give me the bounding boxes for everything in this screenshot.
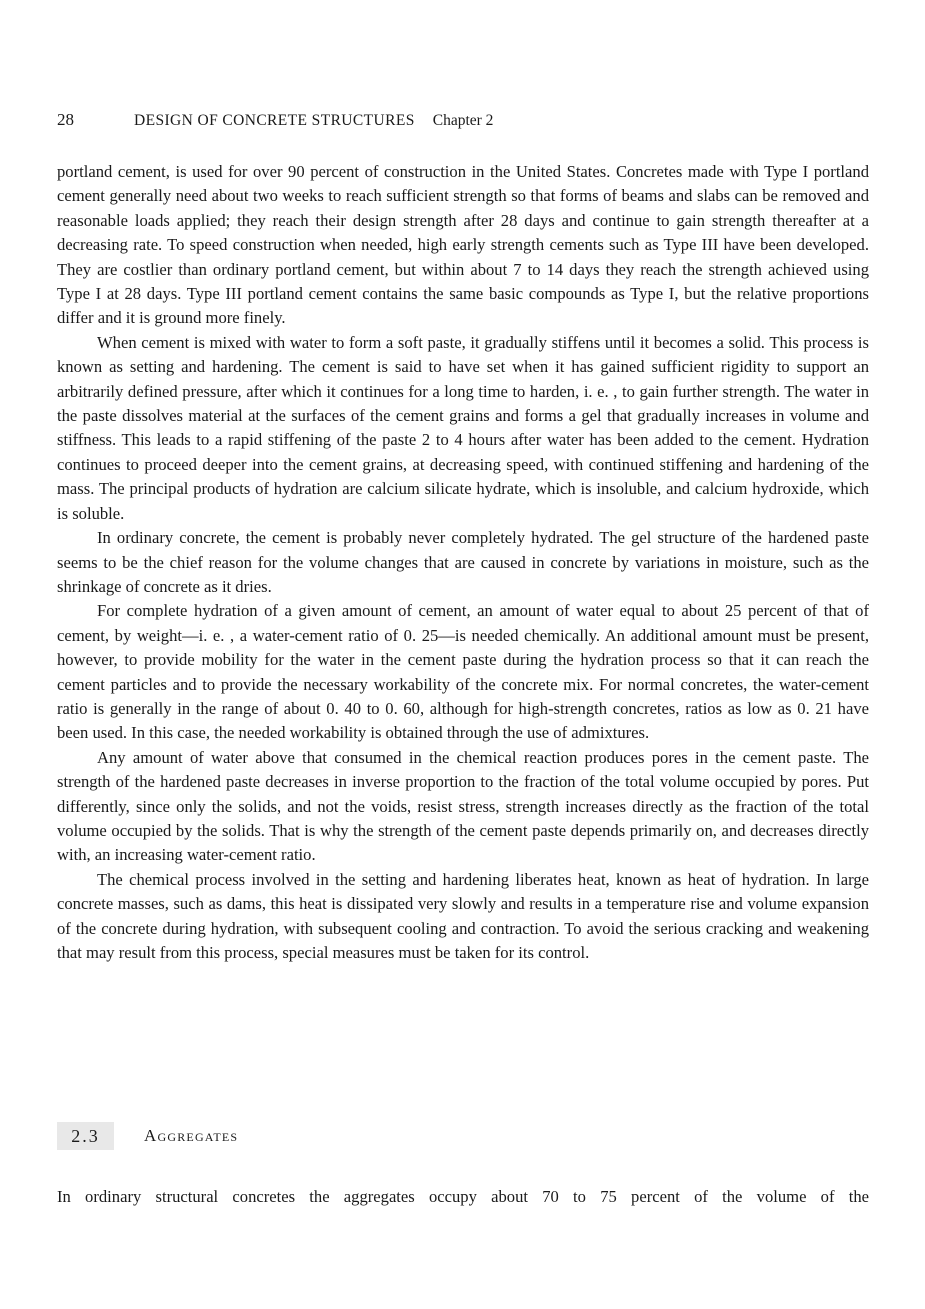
paragraph-heat-of-hydration: The chemical process involved in the setting and hardening liberates heat, known as heat of hydration. In large concrete masses, such as dams, this heat is dissipated very slowly and results in a temperature rise and volume expansion of the concrete during hydration, with subsequent cooling and contraction. To avoid the serious cracking and weakening that may result from this process, special measures must be taken for its control. <box>57 869 869 962</box>
chapter-label: Chapter 2 <box>432 112 494 129</box>
section-heading <box>57 1122 238 1150</box>
paragraph-hydration-gel: In ordinary concrete, the cement is probably never completely hydrated. The gel structure of the hardened paste seems to be the chief reason for the volume changes that are caused in concrete by variations in moisture, such as the shrinkage of concrete as it dries. <box>57 528 869 596</box>
paragraph-water-cement-ratio: For complete hydration of a given amount of cement, an amount of water equal to about 25 percent of that of cement, by weight—i. e. , a water-cement ratio of 0. 25—is needed chemically. An additional amount must be present, however, to provide mobility for the water in the cement paste during the hydration process so that it can reach the cement particles and to provide the necessary workability of the concrete mix. For normal concretes, the water-cement ratio is generally in the range of about 0. 40 to 0. 60, although for high-strength concretes, ratios as low as 0. 21 have been used. In this case, the needed workability is obtained through the use of admixtures. <box>57 601 869 743</box>
paragraph-pores-strength: Any amount of water above that consumed in the chemical reaction produces pores in the cement paste. The strength of the hardened paste decreases in inverse proportion to the fraction of the total volume occupied by pores. Put differently, since only the solids, and not the voids, resist stress, strength increases directly as the fraction of the total volume occupied by the solids. That is why the strength of the cement paste depends primarily on, and decreases directly with, an increasing water-cement ratio. <box>57 747 869 865</box>
paragraph-setting-hardening: When cement is mixed with water to form a soft paste, it gradually stiffens until it becomes a solid. This process is known as setting and hardening. The cement is said to have set when it has gained sufficient rigidity to support an arbitrarily defined pressure, after which it continues for a long time to harden, i. e. , to gain further strength. The water in the paste dissolves material at the surfaces of the cement grains and forms a gel that gradually increases in volume and stiffness. This leads to a rapid stiffening of the paste 2 to 4 hours after water has been added to the cement. Hydration continues to proceed deeper into the cement grains, at decreasing speed, with continued stiffening and hardening of the mass. The principal products of hydration are calcium silicate hydrate, which is insoluble, and calcium hydroxide, which is soluble. <box>57 332 869 523</box>
running-header <box>57 110 493 130</box>
book-title: DESIGN OF CONCRETE STRUCTURES <box>134 112 415 129</box>
page-number: 28 <box>57 110 74 129</box>
paragraph-continuation: portland cement, is used for over 90 percent of construction in the United States. Concretes made with Type I portland cement generally need about two weeks to reach sufficient strength so that forms of beams and slabs can be removed and reasonable loads applied; they reach their design strength after 28 days and continue to gain strength thereafter at a decreasing rate. To speed construction when needed, high early strength cements such as Type III have been developed. They are costlier than ordinary portland cement, but within about 7 to 14 days they reach the strength achieved using Type I at 28 days. Type III portland cement contains the same basic compounds as Type I, but the relative proportions differ and it is ground more finely. <box>57 162 869 328</box>
section-number: 2.3 <box>57 1122 114 1150</box>
section-first-line: In ordinary structural concretes the aggregates occupy about 70 to 75 percent of the volume of the <box>57 1187 869 1206</box>
section-title: Aggregates <box>144 1126 239 1145</box>
body-text <box>57 160 869 965</box>
